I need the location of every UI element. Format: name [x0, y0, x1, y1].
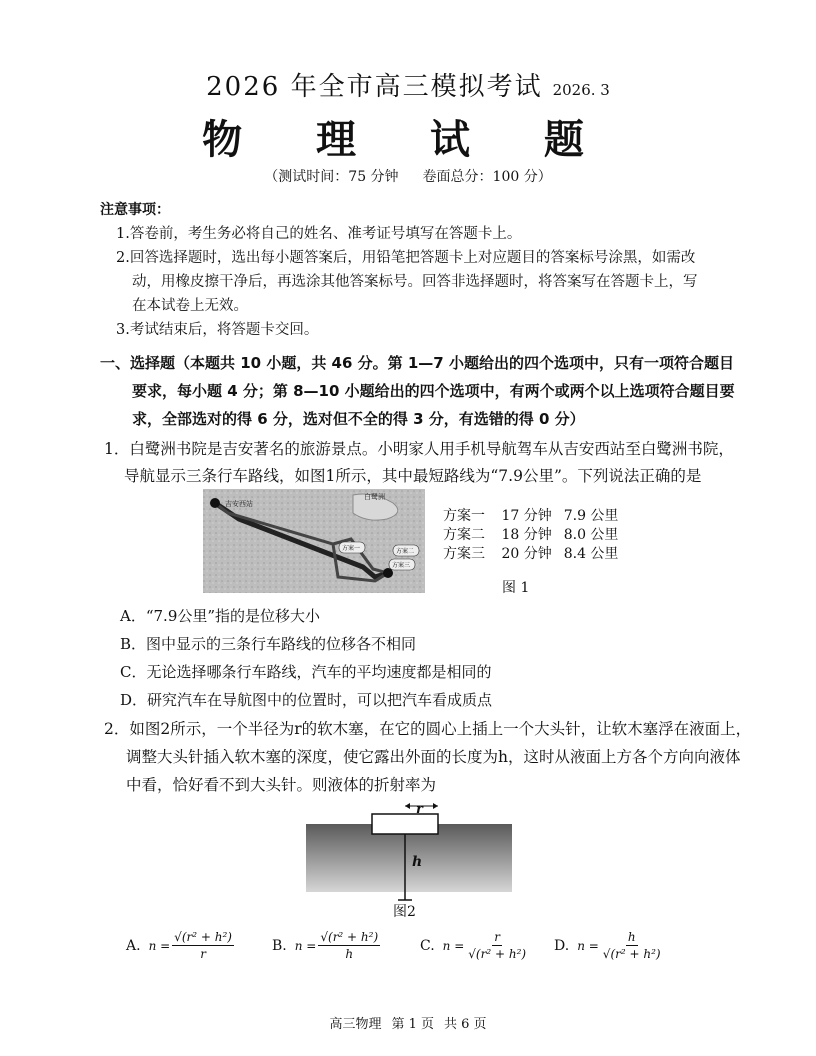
notice-heading: 注意事项：: [100, 202, 170, 218]
radius-label: r: [416, 802, 423, 817]
route-name: 方案二: [443, 527, 485, 543]
exam-date: 2026. 3: [552, 81, 610, 99]
n-symbol: n =: [294, 938, 317, 953]
footer-page: 第 1 页: [391, 1017, 434, 1032]
length-label: h: [412, 854, 423, 870]
n-symbol: n =: [148, 938, 171, 953]
cork-shape: [372, 814, 438, 834]
section-heading-line: 求，全部选对的得 6 分，选对但不全的得 3 分，有选错的得 0 分）: [132, 410, 585, 428]
section-heading-line: 一、选择题（本题共 10 小题，共 46 分。第 1—7 小题给出的四个选项中，只有一项符合题目: [100, 354, 734, 372]
answer-label: D.: [554, 937, 570, 954]
route-dist: 8.4 公里: [563, 546, 619, 562]
answer-fraction: [172, 930, 234, 961]
radius-arrow-head-right: [433, 803, 438, 809]
q1-stem-line: 1．白鹭洲书院是吉安著名的旅游景点。小明家人用手机导航驾车从吉安西站至白鹭洲书院，: [104, 440, 734, 458]
answer-label: A.: [126, 937, 141, 954]
page-footer: [0, 1013, 816, 1032]
numerator: r: [494, 930, 501, 944]
notice-item: 动，用橡皮擦干净后，再选涂其他答案标号。回答非选择题时，将答案写在答题卡上，写: [132, 274, 698, 290]
figure2-caption: 图2: [393, 904, 416, 920]
footer-subject: 高三物理: [329, 1017, 382, 1032]
answer-fraction: [601, 930, 663, 961]
q2-answer-c: [420, 930, 528, 961]
q1-option-c: C．无论选择哪条行车路线，汽车的平均速度都是相同的: [120, 663, 492, 681]
q2-stem-line: 调整大头针插入软木塞的深度，使它露出外面的长度为h，这时从液面上方各个方向向液体: [126, 748, 741, 766]
route-name: 方案一: [443, 508, 485, 524]
answer-label: B.: [272, 937, 287, 954]
denominator: √(r² + h²): [602, 947, 661, 961]
route-time: 20 分钟: [501, 546, 552, 562]
notice-item: 在本试卷上无效。: [132, 298, 248, 314]
denominator: √(r² + h²): [468, 947, 527, 961]
denominator: r: [200, 947, 206, 961]
exam-title: [0, 66, 816, 103]
n-symbol: n =: [577, 938, 599, 953]
answer-fraction: [466, 930, 528, 961]
route-row: [443, 507, 618, 526]
figure1-caption: 图 1: [502, 580, 530, 596]
notice-item: 2.回答选择题时，选出每小题答案后，用铅笔把答题卡上对应题目的答案标号涂黑，如需改: [116, 250, 696, 266]
map-label-plan1: 方案一: [342, 545, 361, 552]
route-dist: 8.0 公里: [563, 527, 619, 543]
map-label-start: 吉安西站: [225, 500, 253, 508]
subject-title: 物 理 试 题: [202, 116, 614, 163]
q1-stem-line: 导航显示三条行车路线，如图1所示，其中最短路线为“7.9公里”。下列说法正确的是: [124, 467, 702, 485]
route-time: 18 分钟: [501, 527, 552, 543]
q2-answer-d: [554, 930, 663, 961]
answer-label: C.: [420, 937, 435, 954]
route-name: 方案三: [443, 546, 485, 562]
q2-answer-b: [272, 930, 380, 961]
route-time: 17 分钟: [501, 508, 552, 524]
numerator: √(r² + h²): [174, 930, 232, 944]
exam-title-text: 2026 年全市高三模拟考试: [206, 72, 543, 102]
radius-arrow-head-left: [405, 803, 410, 809]
q2-stem-line: 2．如图2所示，一个半径为r的软木塞，在它的圆心上插上一个大头针，让软木塞浮在液面上，: [104, 720, 752, 738]
route-dist: 7.9 公里: [563, 508, 619, 524]
map-label-plan3: 方案三: [392, 562, 411, 569]
exam-score: 卷面总分：100 分）: [422, 169, 552, 185]
exam-time: （测试时间：75 分钟: [264, 169, 399, 185]
notice-item: 3.考试结束后，将答题卡交回。: [116, 322, 319, 338]
route-row: [443, 545, 618, 564]
start-marker-icon: [210, 498, 220, 508]
q1-option-b: B．图中显示的三条行车路线的位移各不相同: [120, 635, 417, 653]
route-table: [443, 507, 618, 564]
numerator: h: [627, 930, 636, 944]
q2-answer-a: [126, 930, 234, 961]
section-heading-line: 要求，每小题 4 分；第 8—10 小题给出的四个选项中，有两个或两个以上选项符合题目要: [132, 382, 735, 400]
cork-pin-figure: [306, 800, 512, 904]
q1-option-d: D．研究汽车在导航图中的位置时，可以把汽车看成质点: [120, 691, 493, 709]
footer-total: 共 6 页: [444, 1017, 487, 1032]
route-row: [443, 526, 618, 545]
q2-stem-line: 中看，恰好看不到大头针。则液体的折射率为: [126, 776, 437, 794]
map-label-plan2: 方案二: [396, 548, 415, 555]
answer-fraction: [318, 930, 380, 961]
navigation-map-figure: [203, 489, 425, 593]
exam-meta: [0, 166, 816, 186]
notice-item: 1.答卷前，考生务必将自己的姓名、准考证号填写在答题卡上。: [116, 226, 522, 242]
map-label-end: 白鹭洲: [364, 493, 385, 501]
denominator: h: [345, 947, 354, 961]
numerator: √(r² + h²): [320, 930, 379, 944]
n-symbol: n =: [442, 938, 465, 953]
q1-option-a: A．“7.9公里”指的是位移大小: [120, 607, 321, 625]
